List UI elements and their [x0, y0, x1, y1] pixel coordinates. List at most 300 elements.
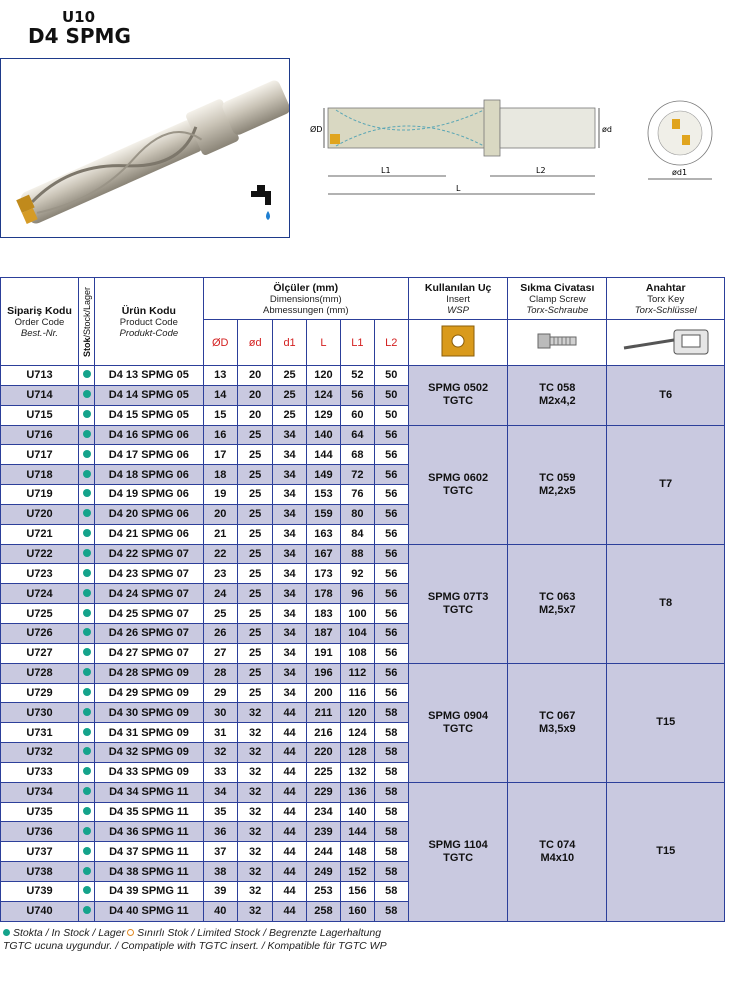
dim-L1-cell: 160: [341, 901, 374, 921]
dim-D-cell: 33: [203, 762, 237, 782]
stock-status-cell: [78, 862, 94, 882]
product-code-cell: D4 19 SPMG 06: [95, 485, 203, 505]
dim-D-cell: 17: [203, 445, 237, 465]
torx-key-cell: T15: [607, 663, 725, 782]
product-code-cell: D4 33 SPMG 09: [95, 762, 203, 782]
order-code-cell: U727: [1, 643, 79, 663]
dim-d-cell: 32: [237, 802, 272, 822]
dim-L2-cell: 58: [374, 782, 408, 802]
dim-D-cell: 30: [203, 703, 237, 723]
in-stock-dot-icon: [83, 807, 91, 815]
dim-col-d1: d1: [273, 320, 306, 366]
order-code-cell: U736: [1, 822, 79, 842]
product-code-cell: D4 36 SPMG 11: [95, 822, 203, 842]
end-view-drawing: [640, 95, 726, 195]
stock-status-cell: [78, 544, 94, 564]
product-code-cell: D4 26 SPMG 07: [95, 623, 203, 643]
dim-L2-cell: 58: [374, 842, 408, 862]
dim-d1-cell: 44: [273, 743, 306, 763]
in-stock-dot-icon: [83, 450, 91, 458]
table-row: [1, 366, 725, 386]
dim-L1-cell: 152: [341, 862, 374, 882]
in-stock-dot-icon: [83, 767, 91, 775]
stock-status-cell: [78, 802, 94, 822]
dim-d1-cell: 34: [273, 544, 306, 564]
product-code-cell: D4 14 SPMG 05: [95, 385, 203, 405]
dim-D-cell: 37: [203, 842, 237, 862]
stock-status-cell: [78, 604, 94, 624]
order-code-cell: U726: [1, 623, 79, 643]
dim-d-cell: 32: [237, 842, 272, 862]
dim-D-cell: 25: [203, 604, 237, 624]
dimensions-header: Ölçüler (mm) Dimensions(mm) Abmessungen (mm): [203, 278, 409, 320]
dim-col-L2: L2: [374, 320, 408, 366]
l-label: L: [456, 184, 461, 193]
dim-D-cell: 13: [203, 366, 237, 386]
product-code-cell: D4 31 SPMG 09: [95, 723, 203, 743]
dim-L2-cell: 56: [374, 425, 408, 445]
stock-status-cell: [78, 822, 94, 842]
dim-d-cell: 25: [237, 504, 272, 524]
torx-key-cell: T6: [607, 366, 725, 426]
in-stock-dot-icon: [83, 688, 91, 696]
stock-status-cell: [78, 366, 94, 386]
l2-label: L2: [536, 166, 546, 175]
product-code-cell: D4 16 SPMG 06: [95, 425, 203, 445]
product-code-cell: D4 34 SPMG 11: [95, 782, 203, 802]
product-code-cell: D4 15 SPMG 05: [95, 405, 203, 425]
dim-L2-cell: 58: [374, 723, 408, 743]
in-stock-dot-icon: [83, 747, 91, 755]
order-code-cell: U715: [1, 405, 79, 425]
dim-d-cell: 25: [237, 643, 272, 663]
order-code-cell: U734: [1, 782, 79, 802]
dim-d-cell: 20: [237, 385, 272, 405]
coolant-tap-icon: [251, 185, 271, 220]
order-code-cell: U735: [1, 802, 79, 822]
dim-L1-cell: 72: [341, 465, 374, 485]
product-code-cell: D4 24 SPMG 07: [95, 584, 203, 604]
clamp-screw-cell: TC 067 M3,5x9: [508, 663, 607, 782]
order-code-cell: U740: [1, 901, 79, 921]
stock-status-cell: [78, 743, 94, 763]
product-code-cell: D4 27 SPMG 07: [95, 643, 203, 663]
table-row: [1, 425, 725, 445]
dim-L1-cell: 60: [341, 405, 374, 425]
dim-L1-cell: 104: [341, 623, 374, 643]
dim-L-cell: 173: [306, 564, 340, 584]
dim-D-cell: 26: [203, 623, 237, 643]
order-code-cell: U728: [1, 663, 79, 683]
dim-L2-cell: 56: [374, 564, 408, 584]
in-stock-dot-icon: [83, 867, 91, 875]
product-code-cell: D4 13 SPMG 05: [95, 366, 203, 386]
dim-L-cell: 120: [306, 366, 340, 386]
dim-d-cell: 25: [237, 544, 272, 564]
dim-d-cell: 25: [237, 564, 272, 584]
stock-status-cell: [78, 425, 94, 445]
dim-L-cell: 258: [306, 901, 340, 921]
dim-L-cell: 144: [306, 445, 340, 465]
table-row: [1, 663, 725, 683]
order-code-cell: U733: [1, 762, 79, 782]
product-code-cell: D4 32 SPMG 09: [95, 743, 203, 763]
dim-d-cell: 25: [237, 485, 272, 505]
dim-D-cell: 15: [203, 405, 237, 425]
dim-L2-cell: 58: [374, 822, 408, 842]
dim-L2-cell: 56: [374, 604, 408, 624]
screw-icon: [532, 324, 582, 358]
in-stock-dot-icon: [83, 589, 91, 597]
dim-L-cell: 220: [306, 743, 340, 763]
dim-d1-cell: 34: [273, 643, 306, 663]
product-code-cell: D4 23 SPMG 07: [95, 564, 203, 584]
dim-L1-cell: 156: [341, 881, 374, 901]
order-code-cell: U713: [1, 366, 79, 386]
dim-d-cell: 32: [237, 782, 272, 802]
dim-L1-cell: 148: [341, 842, 374, 862]
dim-D-cell: 18: [203, 465, 237, 485]
in-stock-dot-icon: [83, 370, 91, 378]
clamp-screw-cell: TC 059 M2,2x5: [508, 425, 607, 544]
dim-L1-cell: 120: [341, 703, 374, 723]
stock-status-cell: [78, 782, 94, 802]
dim-L1-cell: 116: [341, 683, 374, 703]
order-code-cell: U729: [1, 683, 79, 703]
dim-L1-cell: 136: [341, 782, 374, 802]
dim-d-cell: 25: [237, 663, 272, 683]
dim-d-cell: 20: [237, 405, 272, 425]
dim-d1-cell: 25: [273, 385, 306, 405]
stock-legend: Stokta / In Stock / Lager Sınırlı Stok / Limited Stock / Begrenzte Lagerhaltung: [3, 927, 387, 940]
dim-L-cell: 244: [306, 842, 340, 862]
dim-D-cell: 23: [203, 564, 237, 584]
stock-status-cell: [78, 703, 94, 723]
dim-L1-cell: 144: [341, 822, 374, 842]
dim-L1-cell: 52: [341, 366, 374, 386]
dim-d1-cell: 34: [273, 623, 306, 643]
in-stock-dot-icon: [83, 728, 91, 736]
compatibility-note: TGTC ucuna uygundur. / Compatiple with TGTC insert. / Kompatible für TGTC WP: [3, 940, 387, 952]
dim-L2-cell: 56: [374, 445, 408, 465]
dim-L2-cell: 58: [374, 901, 408, 921]
dim-d1-cell: 34: [273, 584, 306, 604]
dim-d-cell: 25: [237, 425, 272, 445]
torx-key-cell: T15: [607, 782, 725, 921]
dim-d-cell: 25: [237, 524, 272, 544]
catalog-code: U10: [62, 8, 96, 26]
stock-status-cell: [78, 623, 94, 643]
in-stock-dot-icon: [83, 609, 91, 617]
in-stock-dot-icon: [83, 668, 91, 676]
stock-status-cell: [78, 663, 94, 683]
order-code-cell: U722: [1, 544, 79, 564]
dim-d1-cell: 34: [273, 564, 306, 584]
stock-status-cell: [78, 881, 94, 901]
product-code-cell: D4 21 SPMG 06: [95, 524, 203, 544]
dim-L2-cell: 50: [374, 366, 408, 386]
dim-L2-cell: 50: [374, 385, 408, 405]
dim-L-cell: 211: [306, 703, 340, 723]
dim-d-cell: 32: [237, 723, 272, 743]
dim-d1-cell: 34: [273, 604, 306, 624]
specification-table-body: [1, 366, 725, 922]
dim-L2-cell: 58: [374, 703, 408, 723]
drill-photo-image: [1, 59, 289, 237]
dim-L2-cell: 58: [374, 881, 408, 901]
table-row: [1, 782, 725, 802]
dim-L1-cell: 56: [341, 385, 374, 405]
insert-cell: SPMG 0502 TGTC: [409, 366, 508, 426]
dim-D-cell: 21: [203, 524, 237, 544]
stock-status-cell: [78, 584, 94, 604]
stock-status-cell: [78, 643, 94, 663]
product-family-title: D4 SPMG: [28, 24, 131, 48]
dim-L1-cell: 84: [341, 524, 374, 544]
dim-D-cell: 22: [203, 544, 237, 564]
dim-d-cell: 32: [237, 703, 272, 723]
in-stock-dot-icon: [83, 906, 91, 914]
dim-L1-cell: 92: [341, 564, 374, 584]
product-code-cell: D4 37 SPMG 11: [95, 842, 203, 862]
in-stock-dot-icon: [83, 430, 91, 438]
dim-L-cell: 183: [306, 604, 340, 624]
dim-D-cell: 28: [203, 663, 237, 683]
insert-image-cell: [409, 320, 508, 366]
screw-header: Sıkma Civatası Clamp Screw Torx-Schraube: [508, 278, 607, 320]
product-code-cell: D4 18 SPMG 06: [95, 465, 203, 485]
dim-L1-cell: 132: [341, 762, 374, 782]
in-stock-dot-icon: [83, 787, 91, 795]
stock-status-cell: [78, 445, 94, 465]
dim-col-L1: L1: [341, 320, 374, 366]
insert-cell: SPMG 07T3 TGTC: [409, 544, 508, 663]
in-stock-dot-icon: [83, 569, 91, 577]
table-row: [1, 544, 725, 564]
product-code-cell: D4 28 SPMG 09: [95, 663, 203, 683]
dim-D-cell: 36: [203, 822, 237, 842]
order-code-cell: U730: [1, 703, 79, 723]
clamp-screw-cell: TC 058 M2x4,2: [508, 366, 607, 426]
dim-d1-cell: 44: [273, 802, 306, 822]
order-code-header: Sipariş Kodu Order Code Best.-Nr.: [1, 278, 79, 366]
dim-L-cell: 239: [306, 822, 340, 842]
in-stock-dot-icon: [83, 827, 91, 835]
dim-L2-cell: 56: [374, 544, 408, 564]
dim-d-cell: 25: [237, 604, 272, 624]
dim-L-cell: 129: [306, 405, 340, 425]
key-header: Anahtar Torx Key Torx-Schlüssel: [607, 278, 725, 320]
in-stock-dot-icon: [83, 708, 91, 716]
in-stock-dot-icon: [83, 529, 91, 537]
dim-L1-cell: 64: [341, 425, 374, 445]
dim-L1-cell: 112: [341, 663, 374, 683]
dim-L-cell: 229: [306, 782, 340, 802]
dim-L-cell: 253: [306, 881, 340, 901]
stock-status-cell: [78, 465, 94, 485]
dim-d-cell: 32: [237, 881, 272, 901]
dim-L1-cell: 124: [341, 723, 374, 743]
shank-diameter-label: ød: [602, 125, 612, 134]
dim-d-cell: 20: [237, 366, 272, 386]
in-stock-dot-icon: [83, 489, 91, 497]
dim-L2-cell: 58: [374, 802, 408, 822]
dim-L1-cell: 140: [341, 802, 374, 822]
dim-L-cell: 163: [306, 524, 340, 544]
dim-d-cell: 32: [237, 862, 272, 882]
insert-cell: SPMG 0602 TGTC: [409, 425, 508, 544]
key-image-cell: [607, 320, 725, 366]
dim-L-cell: 200: [306, 683, 340, 703]
order-code-cell: U737: [1, 842, 79, 862]
dim-L-cell: 216: [306, 723, 340, 743]
insert-icon: [438, 324, 478, 358]
dim-d1-cell: 44: [273, 703, 306, 723]
dim-L-cell: 153: [306, 485, 340, 505]
dim-L-cell: 124: [306, 385, 340, 405]
order-code-cell: U725: [1, 604, 79, 624]
torx-key-icon: [616, 324, 716, 358]
dim-d1-cell: 34: [273, 485, 306, 505]
dim-L1-cell: 128: [341, 743, 374, 763]
clamp-screw-cell: TC 074 M4x10: [508, 782, 607, 921]
in-stock-dot-icon: [83, 847, 91, 855]
product-code-cell: D4 29 SPMG 09: [95, 683, 203, 703]
order-code-cell: U718: [1, 465, 79, 485]
order-code-cell: U723: [1, 564, 79, 584]
dim-d1-cell: 44: [273, 842, 306, 862]
in-stock-dot-icon: [83, 509, 91, 517]
dim-d1-cell: 34: [273, 445, 306, 465]
dim-d-cell: 25: [237, 683, 272, 703]
stock-status-cell: [78, 683, 94, 703]
dim-d1-cell: 34: [273, 504, 306, 524]
order-code-cell: U731: [1, 723, 79, 743]
dim-L1-cell: 96: [341, 584, 374, 604]
stock-status-cell: [78, 564, 94, 584]
legend: [3, 927, 387, 953]
stock-status-cell: [78, 762, 94, 782]
dim-d1-cell: 34: [273, 683, 306, 703]
in-stock-dot-icon: [83, 648, 91, 656]
product-photo: [0, 58, 290, 238]
dim-d-cell: 25: [237, 445, 272, 465]
dim-col-D: ØD: [203, 320, 237, 366]
dim-L-cell: 149: [306, 465, 340, 485]
dim-L-cell: 178: [306, 584, 340, 604]
stock-status-cell: [78, 842, 94, 862]
dim-L2-cell: 58: [374, 743, 408, 763]
order-code-cell: U739: [1, 881, 79, 901]
stock-status-cell: [78, 901, 94, 921]
dim-L-cell: 225: [306, 762, 340, 782]
order-code-cell: U721: [1, 524, 79, 544]
dim-L-cell: 187: [306, 623, 340, 643]
dim-L2-cell: 56: [374, 485, 408, 505]
dim-col-d: ød: [237, 320, 272, 366]
product-code-cell: D4 22 SPMG 07: [95, 544, 203, 564]
dim-L2-cell: 58: [374, 862, 408, 882]
dim-D-cell: 16: [203, 425, 237, 445]
insert-cell: SPMG 1104 TGTC: [409, 782, 508, 921]
dim-L1-cell: 108: [341, 643, 374, 663]
dim-D-cell: 39: [203, 881, 237, 901]
dim-D-cell: 31: [203, 723, 237, 743]
dim-L2-cell: 50: [374, 405, 408, 425]
dim-L-cell: 140: [306, 425, 340, 445]
stock-status-cell: [78, 485, 94, 505]
dim-D-cell: 14: [203, 385, 237, 405]
stock-status-cell: [78, 385, 94, 405]
order-code-cell: U724: [1, 584, 79, 604]
dim-L-cell: 159: [306, 504, 340, 524]
l1-label: L1: [381, 166, 391, 175]
order-code-cell: U717: [1, 445, 79, 465]
clamp-screw-cell: TC 063 M2,5x7: [508, 544, 607, 663]
dim-L-cell: 249: [306, 862, 340, 882]
dim-L1-cell: 68: [341, 445, 374, 465]
d1-label: ød1: [672, 168, 688, 177]
dim-L1-cell: 80: [341, 504, 374, 524]
od-label: ØD: [310, 125, 323, 134]
in-stock-dot-icon: [3, 929, 10, 936]
dim-L2-cell: 56: [374, 584, 408, 604]
order-code-cell: U716: [1, 425, 79, 445]
dim-d1-cell: 44: [273, 901, 306, 921]
dim-D-cell: 38: [203, 862, 237, 882]
stock-status-cell: [78, 405, 94, 425]
dim-L2-cell: 56: [374, 504, 408, 524]
stock-status-cell: [78, 504, 94, 524]
product-code-cell: D4 17 SPMG 06: [95, 445, 203, 465]
torx-key-cell: T8: [607, 544, 725, 663]
in-stock-dot-icon: [83, 470, 91, 478]
dim-d-cell: 32: [237, 901, 272, 921]
dim-d-cell: 25: [237, 584, 272, 604]
dim-D-cell: 24: [203, 584, 237, 604]
order-code-cell: U719: [1, 485, 79, 505]
stock-status-cell: [78, 723, 94, 743]
dim-L2-cell: 56: [374, 623, 408, 643]
dim-L-cell: 196: [306, 663, 340, 683]
order-code-cell: U720: [1, 504, 79, 524]
product-code-cell: D4 40 SPMG 11: [95, 901, 203, 921]
dim-L2-cell: 56: [374, 524, 408, 544]
dim-col-L: L: [306, 320, 340, 366]
dim-D-cell: 40: [203, 901, 237, 921]
dim-d1-cell: 44: [273, 862, 306, 882]
order-code-cell: U732: [1, 743, 79, 763]
product-code-cell: D4 39 SPMG 11: [95, 881, 203, 901]
limited-stock-ring-icon: [127, 929, 134, 936]
dim-L-cell: 191: [306, 643, 340, 663]
product-code-cell: D4 25 SPMG 07: [95, 604, 203, 624]
order-code-cell: U714: [1, 385, 79, 405]
dim-D-cell: 27: [203, 643, 237, 663]
product-code-cell: D4 35 SPMG 11: [95, 802, 203, 822]
dim-D-cell: 32: [203, 743, 237, 763]
dim-d1-cell: 34: [273, 425, 306, 445]
dim-d1-cell: 44: [273, 762, 306, 782]
technical-drawing: [296, 90, 626, 210]
dim-d-cell: 25: [237, 623, 272, 643]
dim-L-cell: 234: [306, 802, 340, 822]
dim-L2-cell: 58: [374, 762, 408, 782]
stock-header: Stok/Stock/Lager: [78, 278, 94, 366]
dim-d1-cell: 44: [273, 782, 306, 802]
dim-L2-cell: 56: [374, 643, 408, 663]
product-code-header: Ürün Kodu Product Code Produkt-Code: [95, 278, 203, 366]
